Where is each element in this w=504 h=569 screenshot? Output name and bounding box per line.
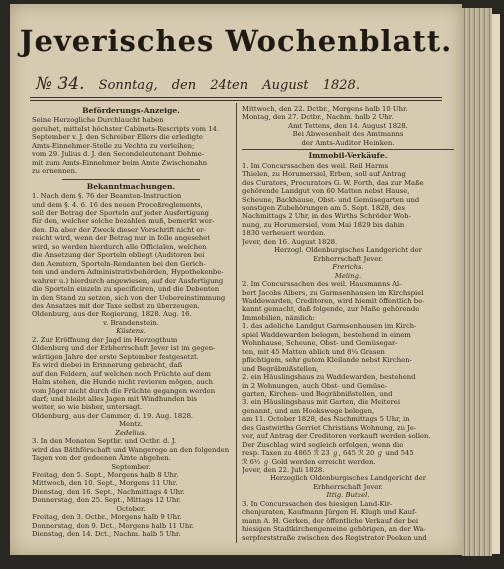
text-line: mit zum Amts-Einnehmer beim Amte Zwischenahn	[32, 158, 208, 167]
text-line: vom Jäger nicht durch die Früchte gegangen werden	[32, 386, 216, 395]
text-line: Amt Tettens, den 14. August 1828.	[288, 121, 408, 130]
text-line: 1. Im Concurssachen des weil. Reil Harms	[242, 161, 389, 170]
text-line: ver, auf Antrag der Creditoren verkauft werden sollen.	[242, 432, 431, 441]
text-line: die Sporteln einzeln zu specificiren, und die Debenten	[32, 285, 220, 294]
text-line: 1. Nach dem §. 76 der Beamten-Instruction	[32, 192, 182, 201]
text-line: Thielen, zu Horumersiel, Erben, soll auf Antrag	[242, 170, 406, 179]
text-line: 3. In Concurssachen des hiesigen Land-Kir-	[242, 499, 393, 508]
text-line: Montag, den 27. Dctbr., Nachm. halb 2 Uhr.	[242, 113, 394, 122]
text-line: Meling.	[334, 271, 362, 280]
text-line: Freitag, den 3. Octbr., Morgens halb 9 Uhr.	[32, 513, 182, 522]
text-line: des Gastwirths Gerriet Christians Wohnung, zu Je-	[242, 423, 417, 432]
text-line: Freitag, den 5. Sept., Morgens halb 8 Uhr.	[32, 471, 179, 480]
issue-dateline	[36, 74, 446, 94]
page-stack-edge-outer	[492, 14, 500, 554]
text-line: Donnerstag, den 25. Sept., Mittags 12 Uhr.	[32, 496, 181, 505]
header-rule-bottom	[30, 100, 442, 101]
text-line: den. Da aber der Zweck dieser Vorschrift nicht er-	[32, 225, 206, 234]
text-line: Mittwoch, den 10. Sept., Morgens 11 Uhr.	[32, 479, 178, 488]
text-line: Zedelius.	[115, 428, 147, 437]
header-rule-top	[30, 97, 442, 98]
text-line: Dienstag, den 14. Dct., Nachm. halb 5 Uhr.	[32, 530, 181, 539]
text-line: auf den Feldern, auf welchen noch Früchte auf dem	[32, 369, 211, 378]
text-line: reicht wird, wenn der Betrag nur in folle angesehet	[32, 234, 210, 243]
text-line: für den, welcher solche bezahlen muß, bemerkt wer-	[32, 217, 215, 226]
text-line: Donnerstag, den 9. Dct., Morgens halb 11 Uhr.	[32, 521, 194, 530]
text-line: des Curators, Procurators G. W. Forth, das zur Maße	[242, 178, 424, 187]
text-line: Erbherrschaft Jever.	[313, 482, 383, 491]
text-line: sonstigen Zubehörungen am 5. Sept. 1828, des	[242, 203, 405, 212]
text-line: Waddewarden, Creditoren, wird hiemit öffentlich be-	[242, 296, 425, 305]
text-line: Tagen von der gedeenen Ämte abgehen.	[32, 454, 171, 463]
text-line: genannt, und am Hookswege belegen,	[242, 406, 375, 415]
issue-day: 24ten	[210, 78, 249, 93]
text-line: Bei Abwesenheit des Amtmanns	[292, 130, 404, 139]
text-line: ℛ 6½ ℊ Gold werden erreicht werden.	[242, 457, 376, 466]
text-line: garten, Kirchen- und Begräbnißstellen, und	[242, 389, 393, 398]
text-line: spiel Waddewarden belegen, bestehend in einem	[242, 330, 411, 339]
text-line: nung, zu Horumersiel, vom Mai 1829 bis dahin	[242, 220, 405, 229]
text-line: 3. ein Häuslingshaus mit Garten, die Meiterei	[242, 398, 401, 407]
text-line: 3. In den Monaten Septbr. und Octbr. d. J.	[32, 437, 177, 446]
text-line: ten und andern Administrativbehörden, Hypothekenbe-	[32, 268, 224, 277]
section-heading: Immobil-Verkäufe.	[308, 152, 388, 161]
text-line: Herzoglich Oldenburgisches Landgericht der	[269, 474, 427, 483]
text-line: 1830 verheuert werden.	[242, 229, 326, 238]
issue-number: № 34.	[36, 74, 85, 94]
text-line: soll der Betrag der Sporteln auf jeder Ausfertigung	[32, 208, 209, 217]
right-column	[242, 105, 454, 542]
text-line: vom 29. Julius d. J. den Secondeleutenant Dehme-	[32, 150, 205, 159]
text-line: hiesigen Stadtkirchengemeine gehörigen, an der Wa-	[242, 525, 426, 534]
text-line: Es wird diebei in Erinnerung gebracht, daß	[32, 361, 183, 370]
text-line: Ittig. Butzel.	[326, 491, 370, 500]
text-line: 2. Zur Eröffnung der Jagd im Herzogthum	[32, 335, 178, 344]
text-line: 2. ein Häuslingshaus zu Waddewarden, bestehend	[242, 373, 416, 382]
text-line: Seine Herzogliche Durchlaucht haben	[32, 116, 164, 125]
section-rule	[242, 149, 454, 150]
text-line: Frerichs.	[332, 263, 364, 272]
text-line: den Aemtern, Sporteln-Rendanten bei den Gerich-	[32, 259, 206, 268]
text-line: in 2 Wohnungen, auch Obst- und Gemüse-	[242, 381, 388, 390]
section-separator	[62, 179, 200, 180]
text-line: zu ernennen.	[32, 167, 78, 176]
text-line: Oldenburg, aus der Cammer, d. 19. Aug. 1828.	[32, 411, 194, 420]
issue-month: August	[262, 78, 309, 93]
text-line: der Amts-Auditor Heinken.	[301, 138, 395, 147]
text-line: Amts-Einnehmer-Stelle zu Vechta zu verleihen;	[32, 141, 195, 150]
text-line: gehörende Landgut von 60 Matten nebst Hause,	[242, 187, 410, 196]
text-line: kannt gemacht, daß folgende, zur Maße gehörende	[242, 305, 420, 314]
page-stack-edge	[462, 8, 492, 556]
text-line: Oldenburg, aus der Regierung, 1828. Aug. 16.	[32, 310, 192, 319]
text-line: chenjuraten, Kaufmann Jürgen H. Klugh und Kauf-	[242, 508, 417, 517]
text-line: Erbherrschaft Jever.	[313, 254, 383, 263]
text-line: geruhet, mittelst höchster Cabinets-Rescripts vom 14.	[32, 124, 220, 133]
text-line: Wohnhause, Scheune, Obst- und Gemüsegar-	[242, 339, 398, 348]
text-line: serpforststraße zwischen des Registrator Peeken und	[242, 533, 427, 542]
text-line: v. Brandenstein.	[103, 318, 159, 327]
text-line: October.	[116, 504, 146, 513]
text-line: Der Zuschlag wird sogleich erfolgen, wenn die	[242, 440, 404, 449]
column-divider	[236, 103, 237, 543]
text-line: wärtigen Jahre der erste September festgesetzt.	[32, 352, 199, 361]
text-line: Mentz.	[119, 420, 143, 429]
text-line: Immobilien, nämlich:	[242, 313, 315, 322]
text-line: bert Jacobs Albers, zu Garmsenhausen im Kirchspiel	[242, 288, 424, 297]
section-heading: Bekanntmachungen.	[86, 182, 176, 191]
text-line: Jever, den 22. Juli 1828.	[242, 466, 325, 475]
text-line: Jever, den 16. August 1828.	[242, 237, 338, 246]
text-line: in den Stand zu setzen, sich von der Uebereinstimmung	[32, 293, 226, 302]
text-line: wird, so werden hierdurch alle Officialen, welchen	[32, 242, 207, 251]
text-line: Nachmittags 2 Uhr, in des Wirths Schröder Woh-	[242, 212, 411, 221]
text-line: mann A. H. Gerken, der öffentliche Verkauf der bei	[242, 516, 419, 525]
text-line: 1. das adeliche Landgut Garmsenhausen im Kirch-	[242, 322, 417, 331]
issue-den: den	[171, 78, 197, 93]
left-column	[32, 105, 230, 539]
text-line: Küstens.	[116, 327, 146, 336]
section-heading: Beförderungs-Anzeige.	[82, 107, 180, 115]
issue-year: 1828.	[322, 78, 360, 93]
text-line: die Ansetzung der Sporteln obliegt (Auditoren bei	[32, 251, 205, 260]
text-line: und dem §. 4. 6. 16 des neuen Proceßreglements,	[32, 200, 203, 209]
text-line: wird das Bäthförschaft und Wangeroge an den folgenden	[32, 445, 230, 454]
text-line: Mittwoch, den 22. Dctbr., Morgens halb 10 Uhr.	[242, 105, 408, 113]
text-line: ten, mit 45 Matten ablich und 8¼ Grasen	[242, 347, 385, 356]
text-line: am 11. October 1828, des Nachmittags 5 Uhr, in	[242, 415, 410, 424]
text-line: darf; und bleibt alles Jagen mit Windhunden bis	[32, 394, 197, 403]
text-line: resp. Taxen zu 4865 ℛ 23 ℊ, 645 ℛ 20 ℊ und 545	[242, 449, 414, 458]
text-line: September v. J. den Schreiber Ellers die erledigte	[32, 133, 203, 142]
text-line: 2. Im Concurssachen des weil. Hausmanns Al-	[242, 280, 402, 289]
text-line: wahrer u.) hierdurch angewiesen, auf der Ausfertigung	[32, 276, 224, 285]
text-line: Oldenburg und der Erbherrschaft Jever ist im gegen-	[32, 344, 216, 353]
masthead-title: Jeverisches Wochenblatt.	[19, 24, 453, 58]
text-line: September.	[111, 462, 151, 471]
text-line: weiter, so wie bisher, untersagt.	[32, 403, 143, 412]
text-line: und Begräbnißstellen,	[242, 364, 319, 373]
text-line: Herzogl. Oldenburgisches Landgericht der	[274, 246, 422, 255]
text-line: Dienstag, den 16. Sept., Nachmittags 4 Uhr.	[32, 487, 185, 496]
text-line: des Ansatzes mit der Taxe selbst zu überzeugen.	[32, 301, 200, 310]
text-line: pflichtigem, sehr gutem Kleilande nebst Kirchen-	[242, 356, 412, 365]
text-line: Scheune, Backhause, Obst- und Gemüsegarten und	[242, 195, 420, 204]
issue-weekday: Sonntag,	[98, 78, 158, 93]
newspaper-page	[10, 4, 462, 555]
text-line: Halm stehen, die Hunde nicht revieren mögen, auch	[32, 378, 213, 387]
